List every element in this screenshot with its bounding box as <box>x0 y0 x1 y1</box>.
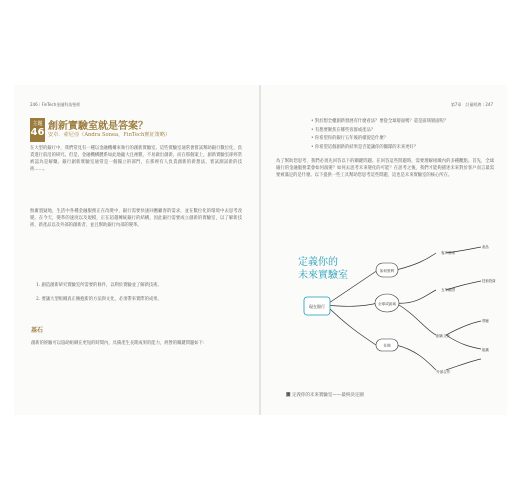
chapter-author: 安卓．索尼亞（Andra Sonea，FinTech實征策略） <box>48 132 171 138</box>
diagram-node-label: 創新文化 <box>436 334 451 338</box>
list-item: 1. 創造創新研究實驗室所需要的條件，以利於實驗並了解新技術。 <box>36 283 162 288</box>
chapter-number: 46 <box>30 127 45 138</box>
closing-paragraph: 創新的經驗可以協助組織在更短的時間內，具備產生長期成果的能力，經營的關鍵問題如下： <box>31 341 208 346</box>
caption-label: 圖 <box>286 393 291 398</box>
diagram-node-label: 技術投資 <box>482 279 496 283</box>
future-lab-diagram <box>286 235 501 390</box>
diagram-title-line1: 定義你的 <box>298 257 338 268</box>
list-item: • 有想要聚焦在哪些客群或產品？ <box>311 127 496 136</box>
diagram-node-label: 外部合作 <box>436 370 451 374</box>
list-item: 2. 要讓大型組織真正擁抱新的方法與文化，必須帶來實際的成果。 <box>36 297 162 302</box>
diagram-title-line2: 未來實驗室 <box>298 270 348 281</box>
list-item: • 你希望這個創新的結果是否能讓你的團隊的未來更好？ <box>311 144 496 153</box>
diagram-node-label: 客戶需求 <box>441 251 456 255</box>
chapter-label: 主題 <box>32 121 43 127</box>
right-body-paragraph: 為了幫助您思考，我們必須先回答以下的關鍵問題。在回答這些問題時，需要理解組織內的多種觀點。首先，全球銀行的金融服務業會如何演變？如何去思考未來變化的可能？在思考之後，我們才能夠描述未來對於客戶而言最需要被滿足的是什麼。以下提供一些工具幫助您思考這些問題，這也是未來實驗室的核心所在。 <box>276 159 494 178</box>
list-item: • 對於想全權創新發展有什麼看法？要從全球層面嗎？還是區域層面呢？ <box>311 118 496 127</box>
diagram-node-label: 在地 <box>383 343 391 348</box>
section-heading: 基石 <box>31 327 44 334</box>
body-paragraph: 無庸置疑地，生活中各種金融服務正在改變中，銀行需要快速回應顧客的需求，並在數位化的環境中去思考改變。在今天，變革的速度以及規模，正在超越傳統銀行的結構，因此銀行需要成立創新的實驗室，以了解新技術、新產品以及外部的創新者，並且幫助銀行內部的變革。 <box>30 209 242 228</box>
diagram-node-label: 現在銀行 <box>309 304 325 309</box>
figure-caption <box>286 392 364 398</box>
diagram-node-label: 產品 <box>482 245 489 249</box>
question-list <box>311 118 496 152</box>
caption-text: 定義你的未來實驗室——最終決定圖 <box>291 393 364 398</box>
diagram-node-label: 如何營利 <box>379 269 395 273</box>
diagram-node-label: 組織 <box>482 348 489 352</box>
chapter-badge <box>30 118 45 142</box>
list-item: • 你希望你的銀行五年後的樣貌是什麼？ <box>311 135 496 144</box>
left-running-head: 246｜FinTech金融科技聖經 <box>30 102 81 107</box>
book-spine <box>259 85 261 415</box>
intro-paragraph: 在大型的銀行中，我們常見有一種以金融機構來執行的創新實驗室。這些實驗室通常會嘗試幫助銀行數位化，負責進行前沿的研究。但是，金融機構體系如此地龐大且複雜，不易做出創新，而在那個案上，創新實驗室卻經常被認為是解藥。銀行創新實驗室通常是一個獨立的部門，在那裡有人負責創新的新想法，嘗試測試新的技術……。 <box>30 146 242 172</box>
diagram-node-label: 五年願景 <box>441 288 456 292</box>
diagram-node-label: 實驗 <box>482 319 489 323</box>
right-running-head: 第7章 計量經濟｜247 <box>450 102 493 107</box>
chapter-title: 創新實驗室就是答案？ <box>48 121 148 132</box>
diagram-node-label: 全球或區域 <box>378 302 396 306</box>
